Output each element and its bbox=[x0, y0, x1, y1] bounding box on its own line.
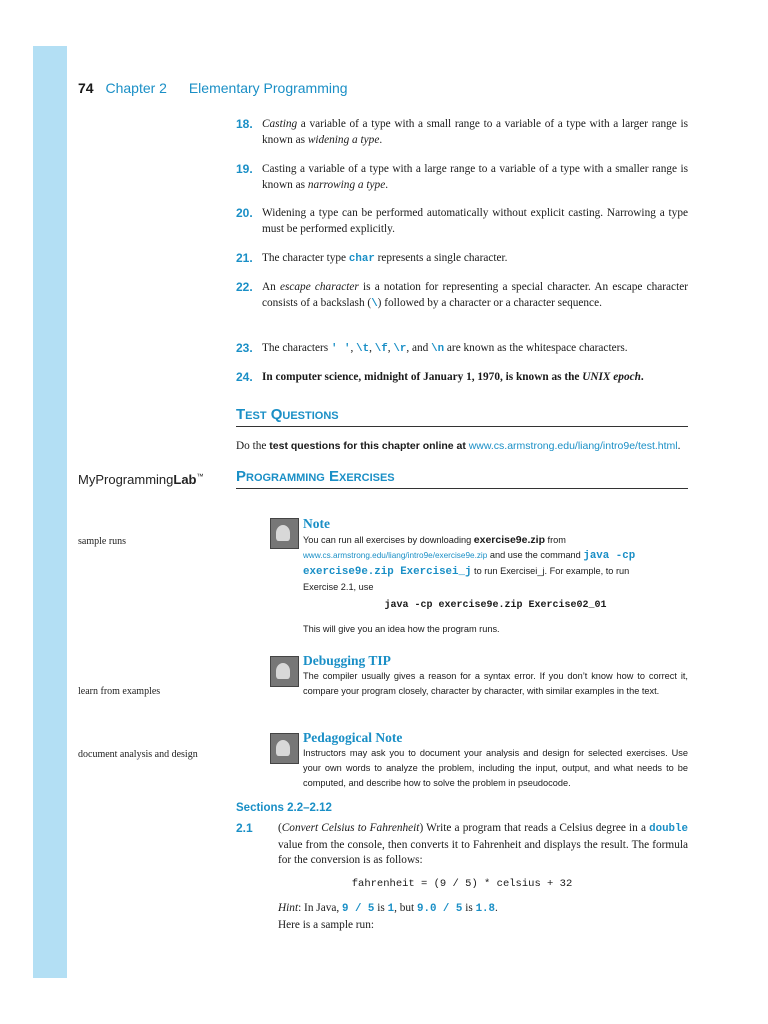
text-run: represents a single character. bbox=[374, 252, 508, 264]
note-title: Note bbox=[303, 516, 330, 531]
margin-color-bar bbox=[33, 46, 67, 978]
text-run: is bbox=[462, 902, 476, 914]
logo-lab: Lab bbox=[173, 472, 197, 487]
text-run: . bbox=[495, 902, 498, 914]
text-run: a variable of a type with a small range to a variable of a type with a larger range is known as bbox=[262, 118, 688, 146]
summary-item bbox=[236, 370, 688, 386]
inline-code: ' ' bbox=[331, 343, 351, 355]
text-run: ( bbox=[278, 822, 282, 834]
text-run: The character type bbox=[262, 252, 349, 264]
chapter-title: Elementary Programming bbox=[188, 80, 348, 96]
note-after: This will give you an idea how the program runs. bbox=[303, 624, 500, 634]
inline-code: \n bbox=[431, 343, 445, 355]
myprogramminglab-logo bbox=[78, 472, 204, 487]
item-number: 20. bbox=[236, 206, 253, 220]
text-run: widening a type bbox=[307, 133, 380, 146]
pedagogical-note-icon bbox=[270, 733, 299, 764]
item-number: 24. bbox=[236, 370, 253, 384]
test-url-link[interactable]: www.cs.armstrong.edu/liang/intro9e/test.html bbox=[468, 440, 678, 452]
text-run: . bbox=[640, 371, 644, 383]
pedagogical-note-title: Pedagogical Note bbox=[303, 730, 403, 745]
item-number: 19. bbox=[236, 162, 253, 176]
text-post: . bbox=[677, 440, 681, 452]
summary-item bbox=[236, 341, 688, 358]
page-header bbox=[78, 80, 348, 96]
item-number: 22. bbox=[236, 280, 253, 294]
summary-item bbox=[236, 206, 688, 237]
text-run: , bbox=[369, 342, 375, 354]
text-run: , bbox=[350, 342, 357, 354]
summary-item bbox=[236, 251, 688, 268]
pedagogical-note-body: Instructors may ask you to document your analysis and design for selected exercises. Use your own words to analyze the problem, including the input, output, and what needs to be computed, and describe how to solve the problem in pseudocode. bbox=[303, 748, 688, 788]
text-run: The characters bbox=[262, 342, 331, 354]
debugging-tip-body: The compiler usually gives a reason for a syntax error. If you don’t know how to correct it, compare your program closely, character by character, with similar examples in the text. bbox=[303, 671, 688, 696]
note-line2-post: and use the command bbox=[487, 550, 584, 560]
summary-item bbox=[236, 117, 688, 148]
text-run: Casting a variable of a type with a large range to a variable of a type with a smaller range is known as bbox=[262, 163, 688, 191]
hint-label: Hint bbox=[278, 902, 299, 914]
inline-code: double bbox=[649, 823, 688, 835]
note-body bbox=[303, 533, 688, 595]
logo-programming: Programming bbox=[95, 472, 174, 487]
sample-run-label: Here is a sample run: bbox=[278, 919, 374, 931]
text-run: Convert Celsius to Fahrenheit bbox=[281, 822, 420, 834]
item-number: 21. bbox=[236, 251, 253, 265]
text-run: is a notation for representing a special character. An escape character consists of a backslash ( bbox=[262, 281, 688, 309]
conversion-formula: fahrenheit = (9 / 5) * celsius + 32 bbox=[351, 878, 573, 890]
note-line1-pre: You can run all exercises by downloading bbox=[303, 535, 474, 545]
note-url-link[interactable]: www.cs.armstrong.edu/liang/intro9e/exercise9e.zip bbox=[303, 551, 488, 560]
exercise-number: 2.1 bbox=[236, 821, 253, 835]
text-run: value from the console, then converts it to Fahrenheit and displays the result. The formula for the conversion is as follows: bbox=[278, 838, 688, 866]
chapter-label: Chapter 2 bbox=[105, 80, 167, 96]
item-text bbox=[262, 341, 688, 358]
inline-code: 9 / 5 bbox=[342, 903, 375, 915]
margin-note-sample-runs: sample runs bbox=[78, 536, 127, 547]
item-text bbox=[262, 251, 688, 268]
text-run: An bbox=[262, 281, 280, 293]
note-command: java -cp exercise9e.zip Exercise02_01 bbox=[384, 600, 607, 611]
text-bold: test questions for this chapter online at bbox=[269, 440, 466, 452]
item-text bbox=[262, 280, 688, 312]
inline-code: 1.8 bbox=[475, 903, 496, 915]
text-run: ) followed by a character or a character sequence. bbox=[377, 296, 602, 309]
exercise-text bbox=[278, 821, 688, 869]
text-run: are known as the whitespace characters. bbox=[444, 342, 628, 354]
text-run: , but bbox=[394, 902, 418, 914]
text-run: Widening a type can be performed automatically without explicit casting. Narrowing a type must be performed explicitly. bbox=[262, 207, 688, 235]
summary-item bbox=[236, 280, 688, 312]
note-line1-post: from bbox=[544, 535, 566, 545]
inline-code: char bbox=[348, 253, 375, 265]
inline-code: \ bbox=[371, 297, 378, 310]
text-run: . bbox=[385, 178, 389, 191]
test-questions-text bbox=[236, 439, 688, 454]
text-run: In computer science, midnight of January 1, 1970, is known as the bbox=[262, 371, 583, 383]
debugging-tip-title: Debugging TIP bbox=[303, 653, 391, 668]
sections-heading: Sections 2.2–2.12 bbox=[236, 802, 332, 814]
note-zip-name: exercise9e.zip bbox=[473, 534, 545, 546]
item-text bbox=[262, 117, 688, 148]
summary-item bbox=[236, 162, 688, 193]
text-run: escape character bbox=[279, 281, 359, 293]
logo-my: My bbox=[78, 472, 96, 487]
test-questions-heading: Test Questions bbox=[236, 406, 688, 427]
note-code-java: java -cp bbox=[583, 550, 636, 562]
text-run: , bbox=[387, 342, 394, 354]
text-run: , and bbox=[406, 342, 432, 354]
debugging-tip-icon bbox=[270, 656, 299, 687]
text-run: UNIX epoch bbox=[582, 371, 641, 383]
inline-code: 9.0 / 5 bbox=[417, 903, 463, 915]
text-pre: Do the bbox=[236, 440, 270, 452]
note-code-exercise: exercise9e.zip Exercisei_j bbox=[303, 566, 472, 578]
text-run: Casting bbox=[262, 118, 298, 130]
note-line3-post: to run Exercisei_j. For example, to run bbox=[471, 566, 630, 576]
inline-code: \r bbox=[393, 343, 407, 355]
text-run: is bbox=[374, 902, 388, 914]
exercise-hint bbox=[278, 901, 730, 917]
item-number: 18. bbox=[236, 117, 253, 131]
item-number: 23. bbox=[236, 341, 253, 355]
margin-note-learn: learn from examples bbox=[78, 686, 161, 697]
text-run: ) Write a program that reads a Celsius degree in a bbox=[419, 822, 650, 834]
item-text bbox=[262, 370, 688, 386]
text-run: narrowing a type bbox=[307, 178, 386, 191]
logo-tm: ™ bbox=[196, 473, 204, 481]
item-text bbox=[262, 162, 688, 193]
inline-code: 1 bbox=[387, 903, 395, 915]
margin-note-document: document analysis and design bbox=[78, 749, 198, 760]
note-icon bbox=[270, 518, 299, 549]
page-number: 74 bbox=[78, 80, 94, 96]
programming-exercises-heading: Programming Exercises bbox=[236, 468, 688, 489]
inline-code: \f bbox=[374, 343, 388, 355]
hint-text bbox=[298, 902, 498, 914]
note-line4: Exercise 2.1, use bbox=[303, 582, 374, 592]
text-run: : In Java, bbox=[298, 902, 343, 914]
inline-code: \t bbox=[356, 343, 370, 355]
item-text bbox=[262, 206, 688, 237]
text-run: . bbox=[379, 133, 383, 146]
exercise-2-1 bbox=[236, 821, 688, 869]
